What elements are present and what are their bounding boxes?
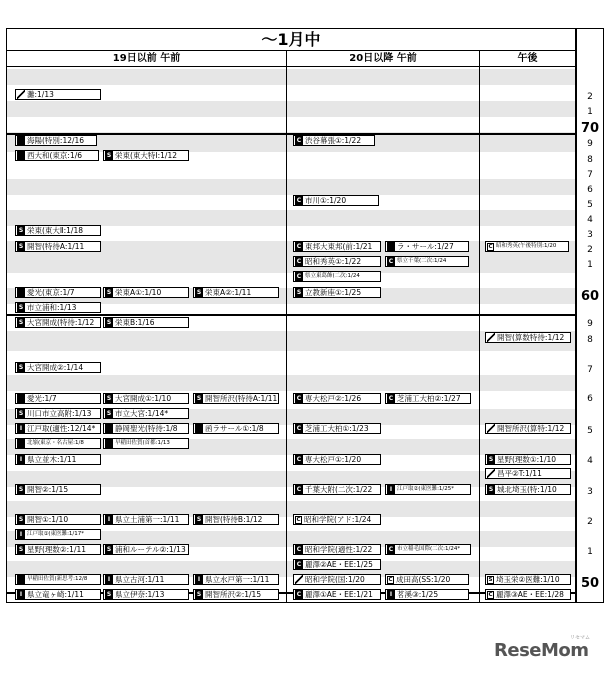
outline-marker-icon: C <box>296 516 301 523</box>
filled-marker-icon: C <box>296 561 302 568</box>
scale-label: 8 <box>587 335 593 345</box>
scale-label: 9 <box>587 139 593 149</box>
resemom-logo-kana: リセマム <box>570 635 590 641</box>
school-entry-label: 昭和秀英①:1/22 <box>305 257 362 266</box>
filled-marker-icon: S <box>196 516 202 523</box>
school-entry-label: 開智(特待B:1/12 <box>205 515 263 524</box>
school-entry <box>293 559 381 570</box>
filled-marker-icon: I <box>105 575 113 584</box>
school-entry <box>15 544 101 555</box>
school-entry-label: 茗溪③:1/25 <box>397 590 439 599</box>
school-entry <box>193 514 279 525</box>
school-entry <box>103 393 189 404</box>
slash-marker-icon <box>487 333 495 342</box>
scale-label: 6 <box>587 185 593 195</box>
scale-label: 2 <box>587 245 593 255</box>
school-entry-label: 昌平②T:1/11 <box>497 469 542 478</box>
school-entry <box>293 393 381 404</box>
school-entry-label: ラ・サール:1/27 <box>397 242 454 251</box>
filled-marker-icon: S <box>106 152 112 159</box>
school-entry-label: 江戸取①(東医難:1/17* <box>27 531 85 537</box>
school-entry <box>103 438 189 449</box>
school-entry <box>385 241 469 252</box>
school-entry <box>15 408 101 419</box>
school-entry <box>15 317 101 328</box>
school-entry <box>15 529 101 540</box>
scale-label: 1 <box>587 547 593 557</box>
scale-label: 3 <box>587 487 593 497</box>
column-header-before-19: 19日以前 午前 <box>112 53 181 64</box>
school-entry-label: 県立東葛飾(二次:1/24 <box>305 273 360 279</box>
filled-marker-icon: I <box>195 575 203 584</box>
scale-label: 6 <box>587 394 593 404</box>
filled-marker-icon <box>17 136 25 145</box>
school-entry-label: 浦和ルーテル②:1/13 <box>115 545 186 554</box>
school-entry <box>193 287 279 298</box>
outline-marker-icon: C <box>488 243 493 250</box>
scale-label: 7 <box>587 365 593 375</box>
school-entry <box>485 574 571 585</box>
school-entry <box>103 408 189 419</box>
row-band <box>7 101 575 117</box>
school-entry-label: 市立稲毛国際(二次:1/24* <box>397 546 461 552</box>
filled-marker-icon: I <box>17 455 25 464</box>
outline-marker-icon: C <box>488 591 493 598</box>
school-entry <box>193 589 279 600</box>
resemom-logo: ReseMom <box>494 640 589 661</box>
chart-sheet <box>6 28 604 603</box>
filled-marker-icon: S <box>18 410 24 417</box>
school-entry-label: 北嶺(東京・名古屋:1/8 <box>27 440 84 446</box>
filled-marker-icon: S <box>18 243 24 250</box>
school-entry <box>103 317 189 328</box>
school-entry <box>193 393 279 404</box>
school-entry <box>385 484 471 495</box>
school-entry-label: 早稲田佐賀(新思考:12/8 <box>27 576 88 582</box>
school-entry-label: 開智②:1/15 <box>27 485 69 494</box>
scale-label: 3 <box>587 230 593 240</box>
school-entry <box>193 423 279 434</box>
column-header-row <box>7 51 575 67</box>
school-entry <box>15 454 101 465</box>
scale-label: 2 <box>587 92 593 102</box>
filled-marker-icon: C <box>296 456 302 463</box>
school-entry-label: 県立土浦第一:1/11 <box>115 515 180 524</box>
school-entry-label: 県立伊奈:1/13 <box>115 590 165 599</box>
filled-marker-icon: S <box>18 227 24 234</box>
scale-label: 4 <box>587 456 593 466</box>
filled-marker-icon: C <box>388 395 394 402</box>
row-band <box>7 69 575 85</box>
filled-marker-icon: S <box>106 289 112 296</box>
school-entry-label: 専大松戸②:1/26 <box>305 394 362 403</box>
school-entry-label: 昭和学院(適性:1/22 <box>305 545 373 554</box>
filled-marker-icon: S <box>106 546 112 553</box>
school-entry <box>385 589 469 600</box>
filled-marker-icon <box>17 288 25 297</box>
school-entry <box>15 423 101 434</box>
scale-label: 1 <box>587 107 593 117</box>
school-entry <box>15 362 101 373</box>
slash-marker-icon <box>487 424 495 433</box>
school-entry-label: 開智所沢(算特:1/12 <box>497 424 565 433</box>
school-entry-label: 千葉大附(二次:1/22 <box>305 485 373 494</box>
school-entry <box>293 195 379 206</box>
filled-marker-icon: S <box>488 456 494 463</box>
school-entry <box>293 484 381 495</box>
filled-marker-icon: S <box>106 395 112 402</box>
filled-marker-icon: S <box>196 591 202 598</box>
school-entry <box>15 484 101 495</box>
school-entry-label: 昭和秀英(午後特別:1/20 <box>496 243 557 249</box>
school-entry <box>485 454 571 465</box>
school-entry-label: 芝浦工大柏②:1/27 <box>397 394 461 403</box>
filled-marker-icon: I <box>387 590 395 599</box>
school-entry <box>385 544 471 555</box>
school-entry-label: 栄東A②:1/11 <box>205 288 252 297</box>
filled-marker-icon: C <box>296 591 302 598</box>
school-entry <box>15 225 101 236</box>
school-entry-label: 大宮開成(特待:1/12 <box>27 318 95 327</box>
school-entry <box>193 574 279 585</box>
filled-marker-icon: C <box>388 258 394 265</box>
scale-label: 5 <box>587 426 593 436</box>
filled-marker-icon: S <box>18 319 24 326</box>
school-entry <box>15 135 97 146</box>
filled-marker-icon: I <box>387 485 395 494</box>
filled-marker-icon: C <box>388 546 394 553</box>
school-entry-label: 開智①:1/10 <box>27 515 69 524</box>
school-entry-label: 江戸取②(東医難:1/25* <box>397 486 455 492</box>
row-band <box>7 179 575 195</box>
school-entry-label: 函ラサール①:1/8 <box>205 424 264 433</box>
school-entry <box>293 135 375 146</box>
school-entry-label: 大宮開成②:1/14 <box>27 363 84 372</box>
filled-marker-icon <box>17 394 25 403</box>
school-entry <box>293 589 381 600</box>
school-entry-label: 立教新座①:1/25 <box>305 288 362 297</box>
slash-marker-icon <box>17 90 25 99</box>
school-entry-label: 開智(特待A:1/11 <box>27 242 85 251</box>
school-entry-label: 西大和(東京:1/6 <box>27 151 83 160</box>
slash-marker-icon <box>487 469 495 478</box>
school-entry-label: 大宮開成①:1/10 <box>115 394 172 403</box>
school-entry <box>15 241 101 252</box>
school-entry-label: 県立竜ヶ崎:1/11 <box>27 590 84 599</box>
school-entry-label: 市立浦和:1/13 <box>27 303 77 312</box>
rows-area <box>7 67 575 603</box>
school-entry <box>15 393 101 404</box>
school-entry-label: 埼玉栄②医難:1/10 <box>496 575 560 584</box>
school-entry <box>293 287 381 298</box>
school-entry <box>293 454 381 465</box>
school-entry <box>485 484 571 495</box>
school-entry-label: 江戸取(適性:12/14* <box>27 424 96 433</box>
school-entry <box>293 544 381 555</box>
filled-marker-icon: I <box>17 530 25 539</box>
school-entry <box>103 423 189 434</box>
filled-marker-icon <box>17 151 25 160</box>
school-entry-label: 静岡聖光(特待:1/8 <box>115 424 178 433</box>
school-entry <box>293 423 381 434</box>
school-entry-label: 市川①:1/20 <box>305 196 347 205</box>
school-entry <box>485 332 571 343</box>
school-entry-label: 栄東A①:1/10 <box>115 288 162 297</box>
filled-marker-icon: C <box>296 137 302 144</box>
school-entry-label: 県立水戸第一:1/11 <box>205 575 270 584</box>
outline-marker-icon: C <box>388 576 393 583</box>
school-entry-label: 開智所沢(特待A:1/11 <box>205 394 278 403</box>
filled-marker-icon: I <box>105 515 113 524</box>
scale-label: 2 <box>587 517 593 527</box>
column-header-afternoon: 午後 <box>517 53 538 64</box>
school-entry <box>103 514 189 525</box>
school-entry-label: 昭和学院(アド:1/24 <box>304 515 372 524</box>
slash-marker-icon <box>295 575 303 584</box>
filled-marker-icon: C <box>296 258 302 265</box>
school-entry-label: 渋谷幕張①:1/22 <box>305 136 362 145</box>
school-entry-label: 麗澤①AE・EE:1/21 <box>305 590 373 599</box>
school-entry <box>485 423 571 434</box>
filled-marker-icon: I <box>17 424 25 433</box>
filled-marker-icon: S <box>18 516 24 523</box>
scale-major-label: 50 <box>580 576 600 591</box>
filled-marker-icon: S <box>18 486 24 493</box>
school-entry-label: 専大松戸①:1/20 <box>305 455 362 464</box>
school-entry <box>103 287 189 298</box>
school-entry <box>385 574 469 585</box>
school-entry-label: 栄東(東大特Ⅰ:1/12 <box>115 151 178 160</box>
school-entry <box>293 256 381 267</box>
school-entry-label: 早稲田佐賀(首都:1/13 <box>115 440 170 446</box>
scale-major-label: 70 <box>580 121 600 136</box>
filled-marker-icon <box>105 439 113 448</box>
grade-separator <box>7 314 575 316</box>
school-entry-label: 麗澤②AE・EE:1/25 <box>305 560 373 569</box>
school-entry-label: 県立千葉(二次:1/24 <box>397 258 447 264</box>
filled-marker-icon: I <box>17 590 25 599</box>
column-divider <box>286 51 287 602</box>
page-title: ～1月中 <box>7 29 575 51</box>
school-entry <box>103 589 189 600</box>
filled-marker-icon: S <box>106 319 112 326</box>
filled-marker-icon: C <box>296 425 302 432</box>
filled-marker-icon <box>387 242 395 251</box>
school-entry-label: 星野(理数②:1/11 <box>27 545 87 554</box>
school-entry <box>385 256 469 267</box>
school-entry <box>293 241 381 252</box>
filled-marker-icon: S <box>296 289 302 296</box>
school-entry-label: 麗澤③AE・EE:1/28 <box>496 590 564 599</box>
school-entry <box>103 544 189 555</box>
filled-marker-icon <box>17 575 25 584</box>
school-entry <box>485 241 569 252</box>
filled-marker-icon: S <box>196 395 202 402</box>
school-entry <box>15 287 101 298</box>
filled-marker-icon <box>195 424 203 433</box>
filled-marker-icon <box>17 439 25 448</box>
school-entry-label: 愛光:1/7 <box>27 394 57 403</box>
school-entry-label: 城北埼玉(特:1/10 <box>497 485 557 494</box>
filled-marker-icon: C <box>296 486 302 493</box>
school-entry-label: 開智所沢②:1/15 <box>205 590 262 599</box>
filled-marker-icon: C <box>296 546 302 553</box>
filled-marker-icon: C <box>296 197 302 204</box>
school-entry <box>485 468 571 479</box>
school-entry-label: 芝浦工大柏①:1/23 <box>305 424 369 433</box>
school-entry <box>15 302 101 313</box>
school-entry-label: 成田高(SS:1/20 <box>396 575 451 584</box>
school-entry <box>103 150 189 161</box>
scale-major-label: 60 <box>580 289 600 304</box>
scale-label: 4 <box>587 215 593 225</box>
school-entry <box>485 589 571 600</box>
school-entry-label: 愛光(東京:1/7 <box>27 288 75 297</box>
filled-marker-icon <box>105 424 113 433</box>
school-entry <box>15 574 101 585</box>
school-entry-label: 東邦大東邦(前:1/21 <box>305 242 373 251</box>
scale-label: 9 <box>587 319 593 329</box>
filled-marker-icon: C <box>296 243 302 250</box>
filled-marker-icon: S <box>196 289 202 296</box>
school-entry <box>385 393 471 404</box>
school-entry <box>293 271 381 282</box>
school-entry-label: 市立大宮:1/14* <box>115 409 169 418</box>
school-entry-label: 川口市立高附:1/13 <box>27 409 92 418</box>
school-entry-label: 海陽(特別:12/16 <box>27 136 85 145</box>
school-entry <box>15 589 101 600</box>
school-entry-label: 灘:1/13 <box>27 90 54 99</box>
column-header-after-20: 20日以降 午前 <box>349 53 417 64</box>
filled-marker-icon: S <box>488 486 494 493</box>
school-entry-label: 県立並木:1/11 <box>27 455 77 464</box>
school-entry <box>15 514 101 525</box>
filled-marker-icon: S <box>18 364 24 371</box>
school-entry-label: 昭和学院(国:1/20 <box>305 575 365 584</box>
row-band <box>7 375 575 391</box>
filled-marker-icon: S <box>106 410 112 417</box>
school-entry <box>15 89 101 100</box>
school-entry <box>103 574 189 585</box>
scale-label: 5 <box>587 200 593 210</box>
school-entry-label: 星野(理数①:1/10 <box>497 455 557 464</box>
school-entry <box>15 150 99 161</box>
filled-marker-icon: S <box>18 304 24 311</box>
filled-marker-icon: S <box>106 591 112 598</box>
school-entry-label: 栄東(東大Ⅱ:1/18 <box>27 226 83 235</box>
school-entry-label: 開智(算数特待:1/12 <box>497 333 565 342</box>
school-entry-label: 県立古河:1/11 <box>115 575 165 584</box>
scale-label: 7 <box>587 170 593 180</box>
scale-label: 1 <box>587 260 593 270</box>
school-entry <box>15 438 101 449</box>
filled-marker-icon: C <box>296 273 302 280</box>
school-entry <box>293 514 381 525</box>
scale-label: 8 <box>587 155 593 165</box>
column-divider <box>479 51 480 602</box>
school-entry <box>293 574 381 585</box>
filled-marker-icon: C <box>296 395 302 402</box>
school-entry-label: 栄東B:1/16 <box>115 318 155 327</box>
outline-marker-icon: S <box>488 576 493 583</box>
filled-marker-icon: S <box>18 546 24 553</box>
row-band <box>7 210 575 226</box>
